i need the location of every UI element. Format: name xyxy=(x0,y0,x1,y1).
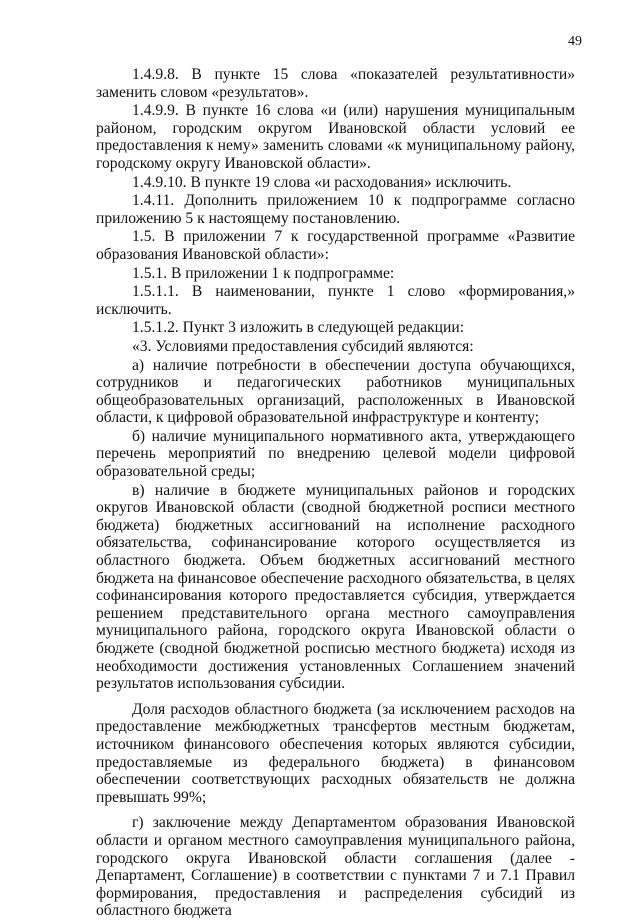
paragraph: в) наличие в бюджете муниципальных районов и городских округов Ивановской области (сводной бюджетной росписи местного бюджета) бюджетных ассигнований на исполнение расходного обязательства, софинансирование которого осуществляется из областного бюджета. Объем бюджетных ассигнований местного бюджета на финансовое обеспечение расходного обязательства, в целях софинансирования которого предоставляется субсидия, утверждается решением представительного органа местного самоуправления муниципального района, городского округа Ивановской области о бюджете (сводной бюджетной росписью местного бюджета) исходя из необходимости достижения установленных Соглашением значений результатов использования субсидии. xyxy=(96,481,575,693)
paragraph: а) наличие потребности в обеспечении доступа обучающихся, сотрудников и педагогических работников муниципальных общеобразовательных организаций, расположенных в Ивановской области, к цифровой образовательной инфраструктуре и контенту; xyxy=(96,356,575,427)
paragraph: б) наличие муниципального нормативного акта, утверждающего перечень мероприятий по внедрению целевой модели цифровой образовательной среды; xyxy=(96,427,575,481)
paragraph: 1.5.1.1. В наименовании, пункте 1 слово «формирования,» исключить. xyxy=(96,283,575,318)
paragraph: 1.5. В приложении 7 к государственной программе «Развитие образования Ивановской области»: xyxy=(96,228,575,263)
paragraph: 1.4.9.10. В пункте 19 слова «и расходования» исключить. xyxy=(132,173,512,191)
document-body xyxy=(96,66,575,920)
page-number: 49 xyxy=(568,34,582,49)
paragraph: 1.5.1. В приложении 1 к подпрограмме: xyxy=(132,264,395,282)
paragraph: 1.4.9.9. В пункте 16 слова «и (или) нарушения муниципальным районом, городским округом Ивановской области условий ее предоставления к нему» заменить словами «к муниципальному району, городскому округу Ивановской области». xyxy=(96,102,575,172)
paragraph: 1.4.11. Дополнить приложением 10 к подпрограмме согласно приложению 5 к настоящему постановлению. xyxy=(96,192,575,227)
paragraph: г) заключение между Департаментом образования Ивановской области и органом местного самоуправления муниципального района, городского округа Ивановской области соглашения (далее - Департамент, Соглашение) в соответствии с пунктами 7 и 7.1 Правил формирования, предоставления и распределения субсидий из областного бюджета xyxy=(96,814,575,920)
paragraph: 1.4.9.8. В пункте 15 слова «показателей результативности» заменить словом «результатов». xyxy=(96,66,575,101)
paragraph: Доля расходов областного бюджета (за исключением расходов на предоставление межбюджетных трансфертов местным бюджетам, источником финансового обеспечения которых являются субсидии, предоставляемые из федерального бюджета) в финансовом обеспечении соответствующих расходных обязательств не должна превышать 99%; xyxy=(96,700,575,806)
paragraph: «3. Условиями предоставления субсидий являются: xyxy=(132,337,474,355)
paragraph: 1.5.1.2. Пункт 3 изложить в следующей редакции: xyxy=(132,319,465,337)
